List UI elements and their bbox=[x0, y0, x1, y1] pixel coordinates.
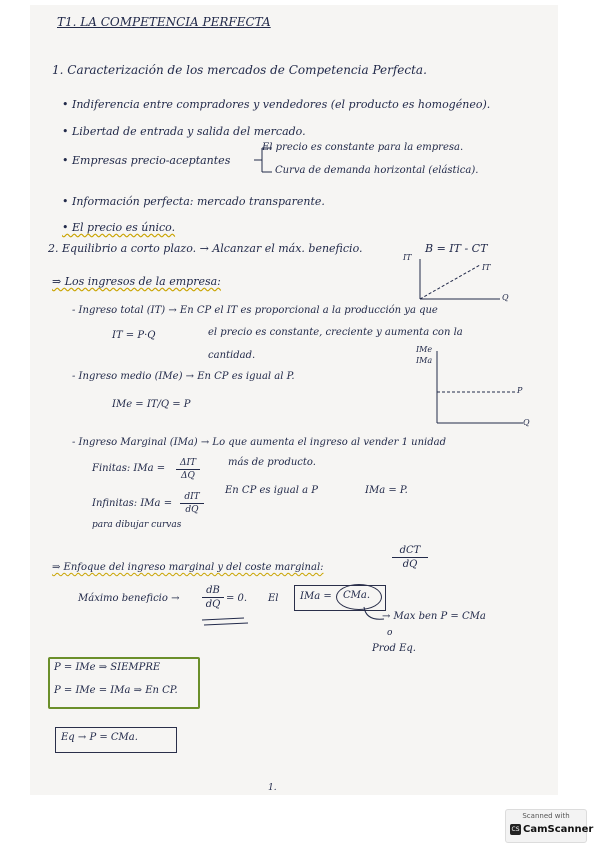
db-denominator: dQ bbox=[205, 599, 221, 610]
it-graph bbox=[408, 257, 508, 307]
it-formula: IT = P·Q bbox=[112, 330, 156, 341]
dct-numerator: dCT bbox=[399, 545, 421, 556]
branch-brace-icon bbox=[252, 143, 274, 177]
profit-formula: B = IT - CT bbox=[425, 242, 488, 255]
section2-heading: 2. Equilibrio a corto plazo. → Alcanzar el máx. beneficio. bbox=[48, 242, 363, 255]
graph1-line-label: IT bbox=[482, 263, 491, 272]
el-text: El bbox=[268, 593, 279, 604]
graph1-x-label: Q bbox=[502, 293, 509, 302]
infinitas-label: Infinitas: IMa = bbox=[92, 498, 173, 509]
ingresos-heading: ⇒ Los ingresos de la empresa: bbox=[52, 275, 221, 288]
notebook-page bbox=[30, 5, 558, 795]
finitas-label: Finitas: IMa = bbox=[92, 463, 166, 474]
camscanner-watermark bbox=[505, 809, 594, 843]
max-beneficio-label: Máximo beneficio → bbox=[78, 593, 180, 604]
ima-eq-text: IMa = bbox=[300, 591, 332, 602]
ime-line: - Ingreso medio (IMe) → En CP es igual al P. bbox=[72, 371, 295, 382]
finitas-numerator: ΔIT bbox=[179, 458, 197, 468]
equilibrium-text: Eq → P = CMa. bbox=[61, 732, 138, 743]
it-explain-2: cantidad. bbox=[208, 350, 256, 361]
camscanner-logo-icon: CS bbox=[511, 826, 520, 833]
infinitas-numerator: dIT bbox=[184, 492, 200, 502]
summary-line-1: P = IMe ⇒ SIEMPRE bbox=[54, 662, 161, 673]
dct-fraction bbox=[392, 545, 428, 570]
graph1-y-label: IT bbox=[403, 253, 412, 262]
dct-denominator: dQ bbox=[402, 559, 418, 570]
graph2-y-label-1: IMe bbox=[416, 345, 433, 354]
graph2-y-label-2: IMa bbox=[416, 356, 433, 365]
max-ben-text: → Max ben P = CMa bbox=[382, 611, 486, 622]
enfoque-heading: ⇒ Enfoque del ingreso marginal y del coste marginal: bbox=[52, 562, 324, 573]
db-fraction bbox=[202, 585, 224, 610]
prod-circle: o bbox=[387, 628, 393, 638]
bullet-3: • Empresas precio-aceptantes bbox=[62, 154, 231, 167]
cma-text: CMa. bbox=[343, 590, 371, 601]
bullet-2: • Libertad de entrada y salida del mercado. bbox=[62, 125, 306, 138]
section1-heading: 1. Caracterización de los mercados de Competencia Perfecta. bbox=[52, 63, 427, 77]
finitas-denominator: ΔQ bbox=[181, 471, 195, 481]
bullet-1: • Indiferencia entre compradores y vendedores (el producto es homogéneo). bbox=[62, 98, 491, 111]
summary-line-2: P = IMe = IMa ⇒ En CP. bbox=[54, 685, 178, 696]
ima-line-2: más de producto. bbox=[228, 457, 316, 468]
prod-eq-text: Prod Eq. bbox=[372, 643, 416, 654]
page-title: T1. LA COMPETENCIA PERFECTA bbox=[57, 15, 271, 29]
bullet-3-branch-a: El precio es constante para la empresa. bbox=[262, 142, 464, 153]
scanned-with-text: Scanned with bbox=[522, 812, 570, 820]
it-line: - Ingreso total (IT) → En CP el IT es proporcional a la producción ya que bbox=[72, 305, 438, 316]
underline-scribble-icon bbox=[200, 617, 250, 627]
bullet-5: • El precio es único. bbox=[62, 221, 176, 234]
page-number: 1. bbox=[268, 783, 277, 793]
ime-formula: IMe = IT/Q = P bbox=[112, 399, 191, 410]
dibujar-note: para dibujar curvas bbox=[92, 520, 182, 530]
finitas-fraction bbox=[176, 458, 200, 481]
ima-p-text: IMa = P. bbox=[365, 485, 408, 496]
camscanner-brand: CamScanner bbox=[523, 824, 594, 835]
db-numerator: dB bbox=[206, 585, 220, 596]
infinitas-fraction bbox=[180, 492, 204, 515]
graph2-line-label: P bbox=[517, 386, 523, 395]
eq-zero: = 0. bbox=[226, 593, 248, 604]
it-explain-1: el precio es constante, creciente y aumenta con la bbox=[208, 327, 463, 338]
ima-line: - Ingreso Marginal (IMa) → Lo que aumenta el ingreso al vender 1 unidad bbox=[72, 437, 446, 448]
bullet-3-branch-b: Curva de demanda horizontal (elástica). bbox=[275, 165, 479, 176]
bullet-4: • Información perfecta: mercado transparente. bbox=[62, 195, 325, 208]
cp-igual-text: En CP es igual a P bbox=[225, 485, 318, 496]
graph2-x-label: Q bbox=[523, 418, 530, 427]
infinitas-denominator: dQ bbox=[185, 505, 199, 515]
